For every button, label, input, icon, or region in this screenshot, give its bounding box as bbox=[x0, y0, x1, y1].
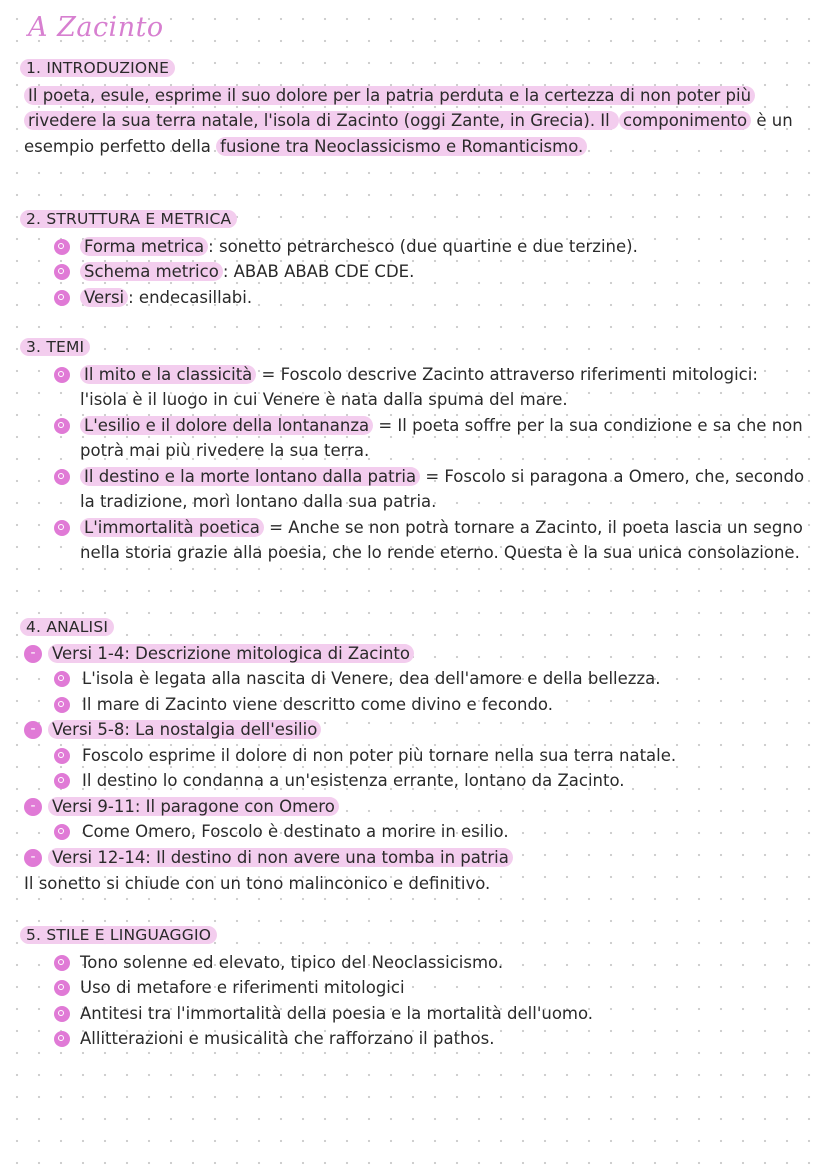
list-item: Allitterazioni e musicalità che rafforzano il pathos. bbox=[20, 1026, 808, 1052]
list-item: Versi : endecasillabi. bbox=[20, 285, 808, 311]
bullet-icon bbox=[54, 773, 70, 789]
bullet-icon bbox=[54, 824, 70, 840]
section-stile bbox=[20, 922, 808, 1052]
dash-icon: - bbox=[24, 849, 42, 867]
analisi-group: - Versi 9-11: Il paragone con Omero bbox=[20, 794, 808, 820]
list-item: Antitesi tra l'immortalità della poesia e la mortalità dell'uomo. bbox=[20, 1001, 808, 1027]
list-item: Come Omero, Foscolo è destinato a morire in esilio. bbox=[20, 819, 808, 845]
bullet-icon bbox=[54, 980, 70, 996]
bullet-icon bbox=[54, 1031, 70, 1047]
section-analisi bbox=[20, 614, 808, 897]
list-item: Il destino lo condanna a un'esistenza errante, lontano da Zacinto. bbox=[20, 768, 808, 794]
section-introduzione bbox=[20, 55, 808, 159]
list-item: L'immortalità poetica = Anche se non potrà tornare a Zacinto, il poeta lascia un segno nella storia grazie alla poesia, che lo rende eterno. Questa è la sua unica consolazione. bbox=[20, 515, 808, 566]
bullet-icon bbox=[54, 239, 70, 255]
bullet-icon bbox=[54, 290, 70, 306]
list-item: Forma metrica : sonetto petrarchesco (due quartine e due terzine). bbox=[20, 234, 808, 260]
analisi-closing: Il sonetto si chiude con un tono malinconico e definitivo. bbox=[24, 874, 491, 893]
section-heading: 3. TEMI bbox=[20, 338, 90, 356]
analisi-group: - Versi 1-4: Descrizione mitologica di Zacinto bbox=[20, 641, 808, 667]
bullet-icon bbox=[54, 671, 70, 687]
dash-icon: - bbox=[24, 645, 42, 663]
bullet-icon bbox=[54, 697, 70, 713]
analisi-group: - Versi 5-8: La nostalgia dell'esilio bbox=[20, 717, 808, 743]
bullet-icon bbox=[54, 748, 70, 764]
page-title: A Zacinto bbox=[28, 12, 164, 43]
dash-icon: - bbox=[24, 798, 42, 816]
list-item: Foscolo esprime il dolore di non poter più tornare nella sua terra natale. bbox=[20, 743, 808, 769]
section-heading: 5. STILE E LINGUAGGIO bbox=[20, 926, 217, 944]
bullet-icon bbox=[54, 520, 70, 536]
section-temi bbox=[20, 334, 808, 566]
analisi-group: - Versi 12-14: Il destino di non avere una tomba in patria bbox=[20, 845, 808, 871]
list-item: Il mito e la classicità = Foscolo descrive Zacinto attraverso riferimenti mitologici: l'isola è il luogo in cui Venere è nata dalla spuma del mare. bbox=[20, 362, 808, 413]
bullet-icon bbox=[54, 469, 70, 485]
list-item: Tono solenne ed elevato, tipico del Neoclassicismo. bbox=[20, 950, 808, 976]
dash-icon: - bbox=[24, 721, 42, 739]
bullet-icon bbox=[54, 955, 70, 971]
bullet-icon bbox=[54, 264, 70, 280]
bullet-icon bbox=[54, 367, 70, 383]
list-item: L'isola è legata alla nascita di Venere, dea dell'amore e della bellezza. bbox=[20, 666, 808, 692]
list-item: L'esilio e il dolore della lontananza = Il poeta soffre per la sua condizione e sa che non potrà mai più rivedere la sua terra. bbox=[20, 413, 808, 464]
list-item: Uso di metafore e riferimenti mitologici bbox=[20, 975, 808, 1001]
section-heading: 2. STRUTTURA E METRICA bbox=[20, 210, 237, 228]
bullet-icon bbox=[54, 418, 70, 434]
list-item: Il mare di Zacinto viene descritto come divino e fecondo. bbox=[20, 692, 808, 718]
section-heading: 4. ANALISI bbox=[20, 618, 114, 636]
list-item: Schema metrico : ABAB ABAB CDE CDE. bbox=[20, 259, 808, 285]
bullet-icon bbox=[54, 1006, 70, 1022]
intro-paragraph: Il poeta, esule, esprime il suo dolore per la patria perduta e la certezza di non poter più rivedere la sua terra natale, l'isola di Zacinto (oggi Zante, in Grecia). Il componimento è un esempio perfetto della fusione tra Neoclassicismo e Romanticismo. bbox=[24, 85, 793, 156]
list-item: Il destino e la morte lontano dalla patria = Foscolo si paragona a Omero, che, secondo la tradizione, morì lontano dalla sua patria. bbox=[20, 464, 808, 515]
section-struttura bbox=[20, 206, 808, 310]
section-heading: 1. INTRODUZIONE bbox=[20, 59, 175, 77]
